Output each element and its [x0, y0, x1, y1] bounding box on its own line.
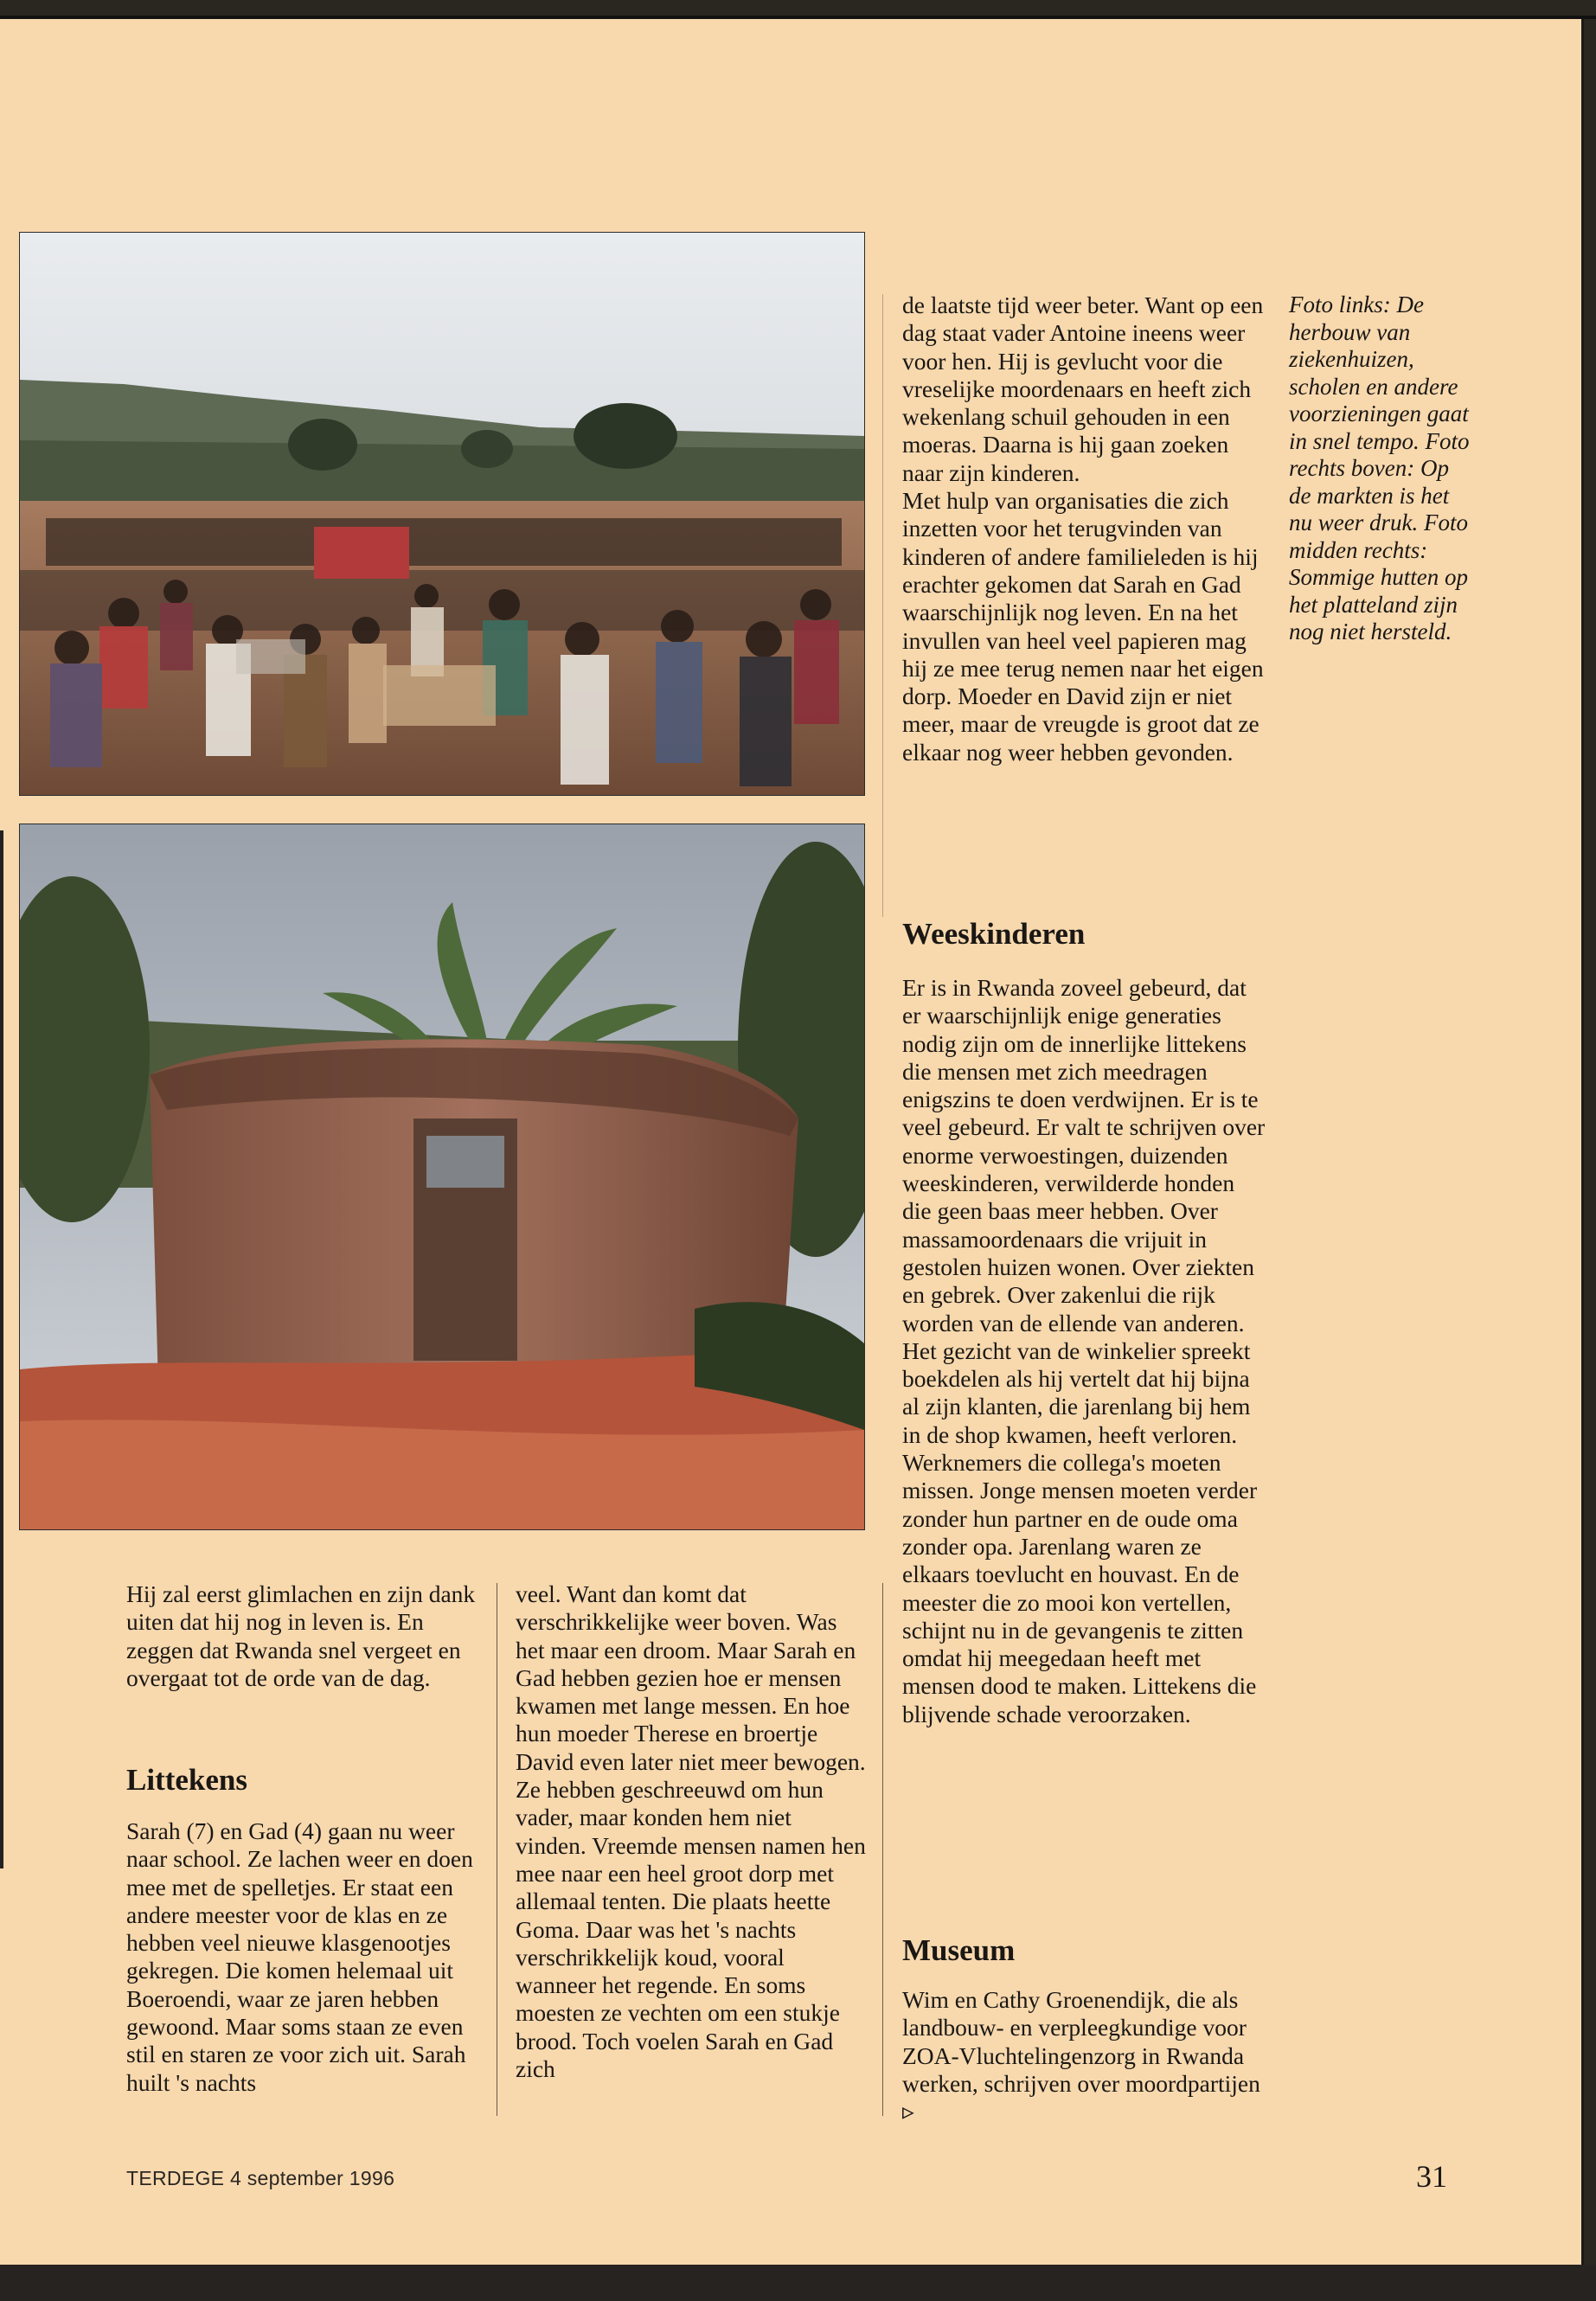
market-scene-photo [19, 232, 865, 796]
paragraph: Wim en Cathy Groenendijk, die als landbouw- en verpleegkundige voor ZOA-Vluchtelingenzorg in Rwanda werken, schrijven over moordpartijen [902, 1986, 1260, 2097]
section-heading-littekens: Littekens [126, 1763, 247, 1797]
continue-arrow-icon: ▹ [902, 2098, 914, 2125]
column-divider [882, 294, 883, 917]
paragraph: Met hulp van organisaties die zich inzetten voor het terugvinden van kinderen of andere familieleden is hij erachter gekomen dat Sarah en Gad waarschijnlijk nog leven. En na het invullen van heel veel papieren mag hij ze mee terug nemen naar het eigen dorp. Moeder en David zijn er niet meer, maar de vreugde is groot dat ze elkaar nog weer hebben gevonden. [902, 487, 1264, 766]
section-heading-weeskinderen: Weeskinderen [902, 917, 1086, 951]
ruined-hut-photo [19, 824, 865, 1530]
paragraph: Er is in Rwanda zoveel gebeurd, dat er waarschijnlijk enige generaties nodig zijn om de innerlijke littekens die mensen met zich meedragen enigszins te doen verdwijnen. Er is te veel gebeurd. Er valt te schrijven over enorme verwoestingen, duizenden weeskinderen, verwilderde honden die geen baas meer hebben. Over massamoordenaars die vrijuit in gestolen huizen wonen. Over ziekten en gebrek. Over zakenlui die rijk worden van de ellende van anderen. [902, 974, 1266, 1336]
photo-caption: Foto links: De herbouw van ziekenhuizen, scholen en andere voorzieningen gaat in snel tempo. Foto rechts boven: Op de markten is het nu weer druk. Foto midden rechts: Sommige hutten op het platteland zijn nog niet hersteld. [1289, 292, 1470, 644]
page-number: 31 [1416, 2159, 1447, 2194]
article-column-left-lower [126, 1817, 477, 2097]
paragraph: veel. Want dan komt dat verschrikkelijke weer boven. Was het maar een droom. Maar Sarah en Gad hebben gezien hoe er mensen kwamen met lange messen. En hoe hun moeder Therese en broertje David even later niet meer bewogen. Ze hebben geschreeuwd om hun vader, maar konden hem niet vinden. Vreemde mensen namen hen mee naar een heel groot dorp met allemaal tenten. Die plaats heette Goma. Daar was het 's nachts verschrikkelijk koud, vooral wanneer het regende. En soms moesten ze vechten om een stukje brood. Toch voelen Sarah en Gad zich [516, 1580, 866, 2083]
section-heading-museum: Museum [902, 1933, 1016, 1967]
article-column-middle [516, 1580, 866, 2083]
article-column-museum [902, 1986, 1266, 2125]
article-column-left [126, 1580, 477, 1692]
paragraph: de laatste tijd weer beter. Want op een dag staat vader Antoine ineens weer voor hen. Hij is gevlucht voor die vreselijke moordenaars en heeft zich wekenlang schuil gehouden in een moeras. Daarna is hij gaan zoeken naar zijn kinderen. [902, 292, 1264, 486]
column-divider [882, 1583, 883, 2116]
paragraph: Sarah (7) en Gad (4) gaan nu weer naar school. Ze lachen weer en doen mee met de spelletjes. Er staat een andere meester voor de klas en ze hebben veel nieuwe klasgenootjes gekregen. Die komen helemaal uit Boeroendi, waar ze jaren hebben gewoond. Maar soms staan ze even stil en staren ze voor zich uit. Sarah huilt 's nachts [126, 1817, 473, 2096]
paragraph: Hij zal eerst glimlachen en zijn dank uiten dat hij nog in leven is. En zeggen dat Rwanda snel vergeet en overgaat tot de orde van de dag. [126, 1580, 476, 1691]
scan-left-edge [0, 830, 3, 1868]
article-column-right-upper [902, 292, 1266, 766]
scan-bottom-border [0, 2265, 1596, 2301]
scan-top-border [0, 16, 1596, 19]
footer-magazine-issue: TERDEGE 4 september 1996 [126, 2167, 395, 2189]
paragraph: Het gezicht van de winkelier spreekt boekdelen als hij vertelt dat hij bijna al zijn klanten, die jarenlang bij hem in de shop kwamen, heeft verloren. Werknemers die collega's moeten missen. Jonge mensen moeten verder zonder hun partner en de oude oma zonder opa. Jarenlang waren ze elkaars toevlucht en houvast. En de meester die zo mooi kon vertellen, schijnt nu in de gevangenis te zitten omdat hij meegedaan heeft met mensen dood te maken. Littekens die blijvende schade veroorzaken. [902, 1336, 1258, 1727]
article-column-right-lower [902, 974, 1266, 1728]
